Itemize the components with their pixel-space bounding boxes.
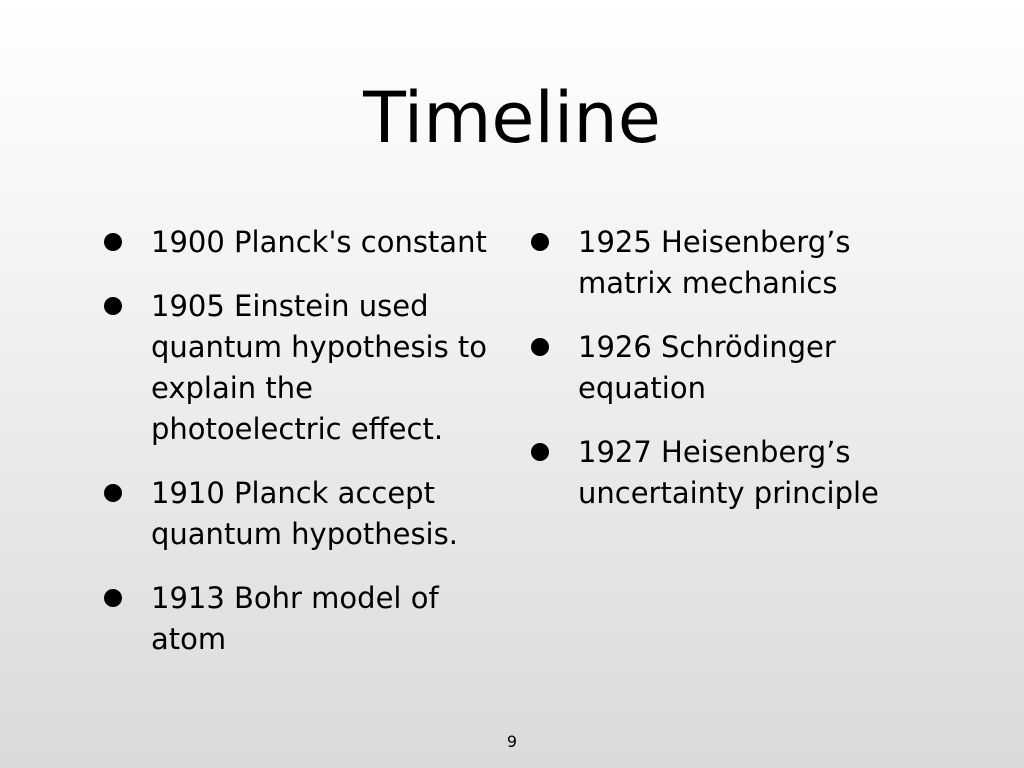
bullet-icon: [104, 589, 122, 607]
list-item-text: 1925 Heisenberg’s matrix mechanics: [578, 225, 851, 300]
bullet-icon: [531, 443, 549, 461]
list-item: [531, 327, 931, 409]
bullet-icon: [531, 233, 549, 251]
bullet-icon: [104, 233, 122, 251]
bullet-icon: [104, 297, 122, 315]
bullet-icon: [531, 338, 549, 356]
list-item: [104, 473, 504, 555]
page-number: 9: [506, 732, 518, 751]
list-item: [531, 432, 931, 514]
list-item-text: 1900 Planck's constant: [151, 225, 487, 259]
list-item-text: 1927 Heisenberg’s uncertainty principle: [578, 435, 879, 510]
list-item-text: 1910 Planck accept quantum hypothesis.: [151, 476, 458, 551]
list-item: [104, 286, 504, 450]
list-item-text: 1905 Einstein used quantum hypothesis to explain the photoelectric effect.: [151, 289, 488, 446]
list-item-text: 1913 Bohr model of atom: [151, 581, 439, 656]
bullet-icon: [104, 484, 122, 502]
slide-title: Timeline: [363, 77, 661, 159]
timeline-list-right: [531, 222, 931, 537]
list-item: [104, 222, 504, 263]
list-item-text: 1926 Schrödinger equation: [578, 330, 836, 405]
list-item: [531, 222, 931, 304]
timeline-list-left: [104, 222, 504, 683]
list-item: [104, 578, 504, 660]
